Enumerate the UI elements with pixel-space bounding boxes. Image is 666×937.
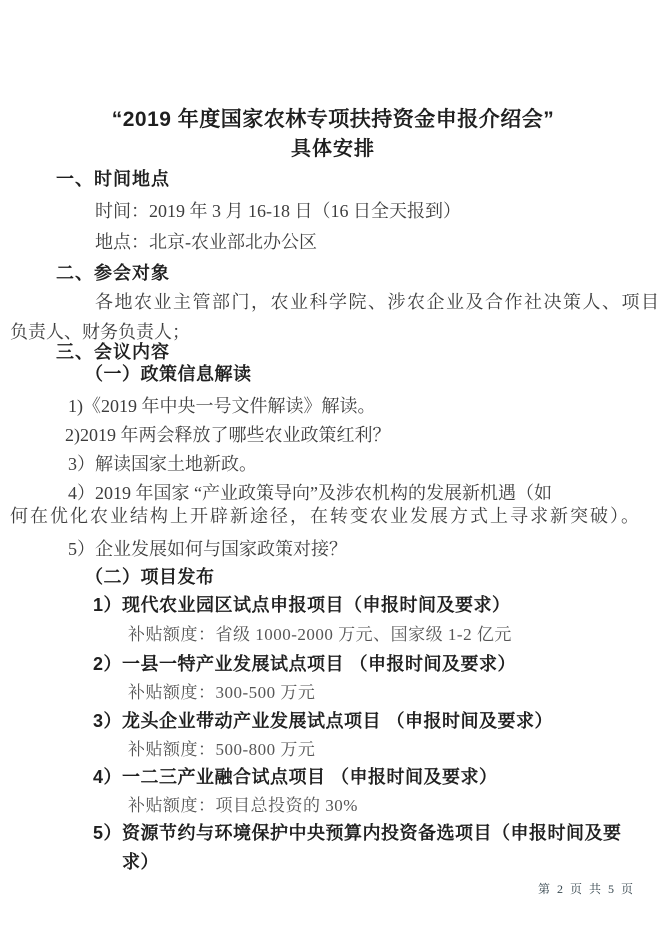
section1-heading: 一、时间地点 [56, 169, 170, 189]
part1-item1: 1)《2019 年中央一号文件解读》解读。 [68, 396, 376, 416]
project2-subsidy: 补贴额度：300-500 万元 [128, 683, 316, 702]
section2-heading: 二、参会对象 [56, 263, 170, 283]
project2-title: 2）一县一特产业发展试点项目 （申报时间及要求） [93, 654, 517, 674]
part1-item3: 3）解读国家土地新政。 [68, 454, 257, 474]
project4-subsidy: 补贴额度：项目总投资的 30% [128, 796, 358, 815]
document-title-line2: 具体安排 [291, 138, 375, 160]
section1-location-line: 地点：北京-农业部北办公区 [95, 232, 317, 252]
part1-heading: （一）政策信息解读 [85, 364, 252, 384]
page-number-footer: 第 2 页 共 5 页 [538, 882, 636, 896]
project1-subsidy: 补贴额度：省级 1000-2000 万元、国家级 1-2 亿元 [128, 625, 512, 644]
section2-paragraph-line1: 各地农业主管部门，农业科学院、涉农企业及合作社决策人、项目 [95, 292, 661, 312]
document-title-line1: “2019 年度国家农林专项扶持资金申报介绍会” [111, 108, 555, 131]
part1-item5: 5）企业发展如何与国家政策对接？ [68, 539, 347, 559]
project1-title: 1）现代农业园区试点申报项目（申报时间及要求） [93, 595, 511, 615]
section3-heading: 三、会议内容 [56, 342, 170, 362]
project3-title: 3）龙头企业带动产业发展试点项目 （申报时间及要求） [93, 711, 554, 731]
project4-title: 4）一二三产业融合试点项目 （申报时间及要求） [93, 767, 498, 787]
part1-item4-line2: 何在优化农业结构上开辟新途径，在转变农业发展方式上寻求新突破）。 [10, 506, 641, 526]
project5-title-line1: 5）资源节约与环境保护中央预算内投资备选项目（申报时间及要 [93, 823, 622, 843]
part2-heading: （二）项目发布 [85, 567, 215, 587]
project5-title-line2: 求） [122, 852, 159, 872]
project3-subsidy: 补贴额度：500-800 万元 [128, 740, 316, 759]
part1-item2: 2)2019 年两会释放了哪些农业政策红利？ [65, 425, 391, 445]
part1-item4-line1: 4）2019 年国家 “产业政策导向”及涉农机构的发展新机遇（如 [68, 483, 552, 503]
section2-paragraph-line2: 负责人、财务负责人； [10, 322, 190, 342]
section1-time-line: 时间：2019 年 3 月 16-18 日（16 日全天报到） [95, 201, 461, 221]
